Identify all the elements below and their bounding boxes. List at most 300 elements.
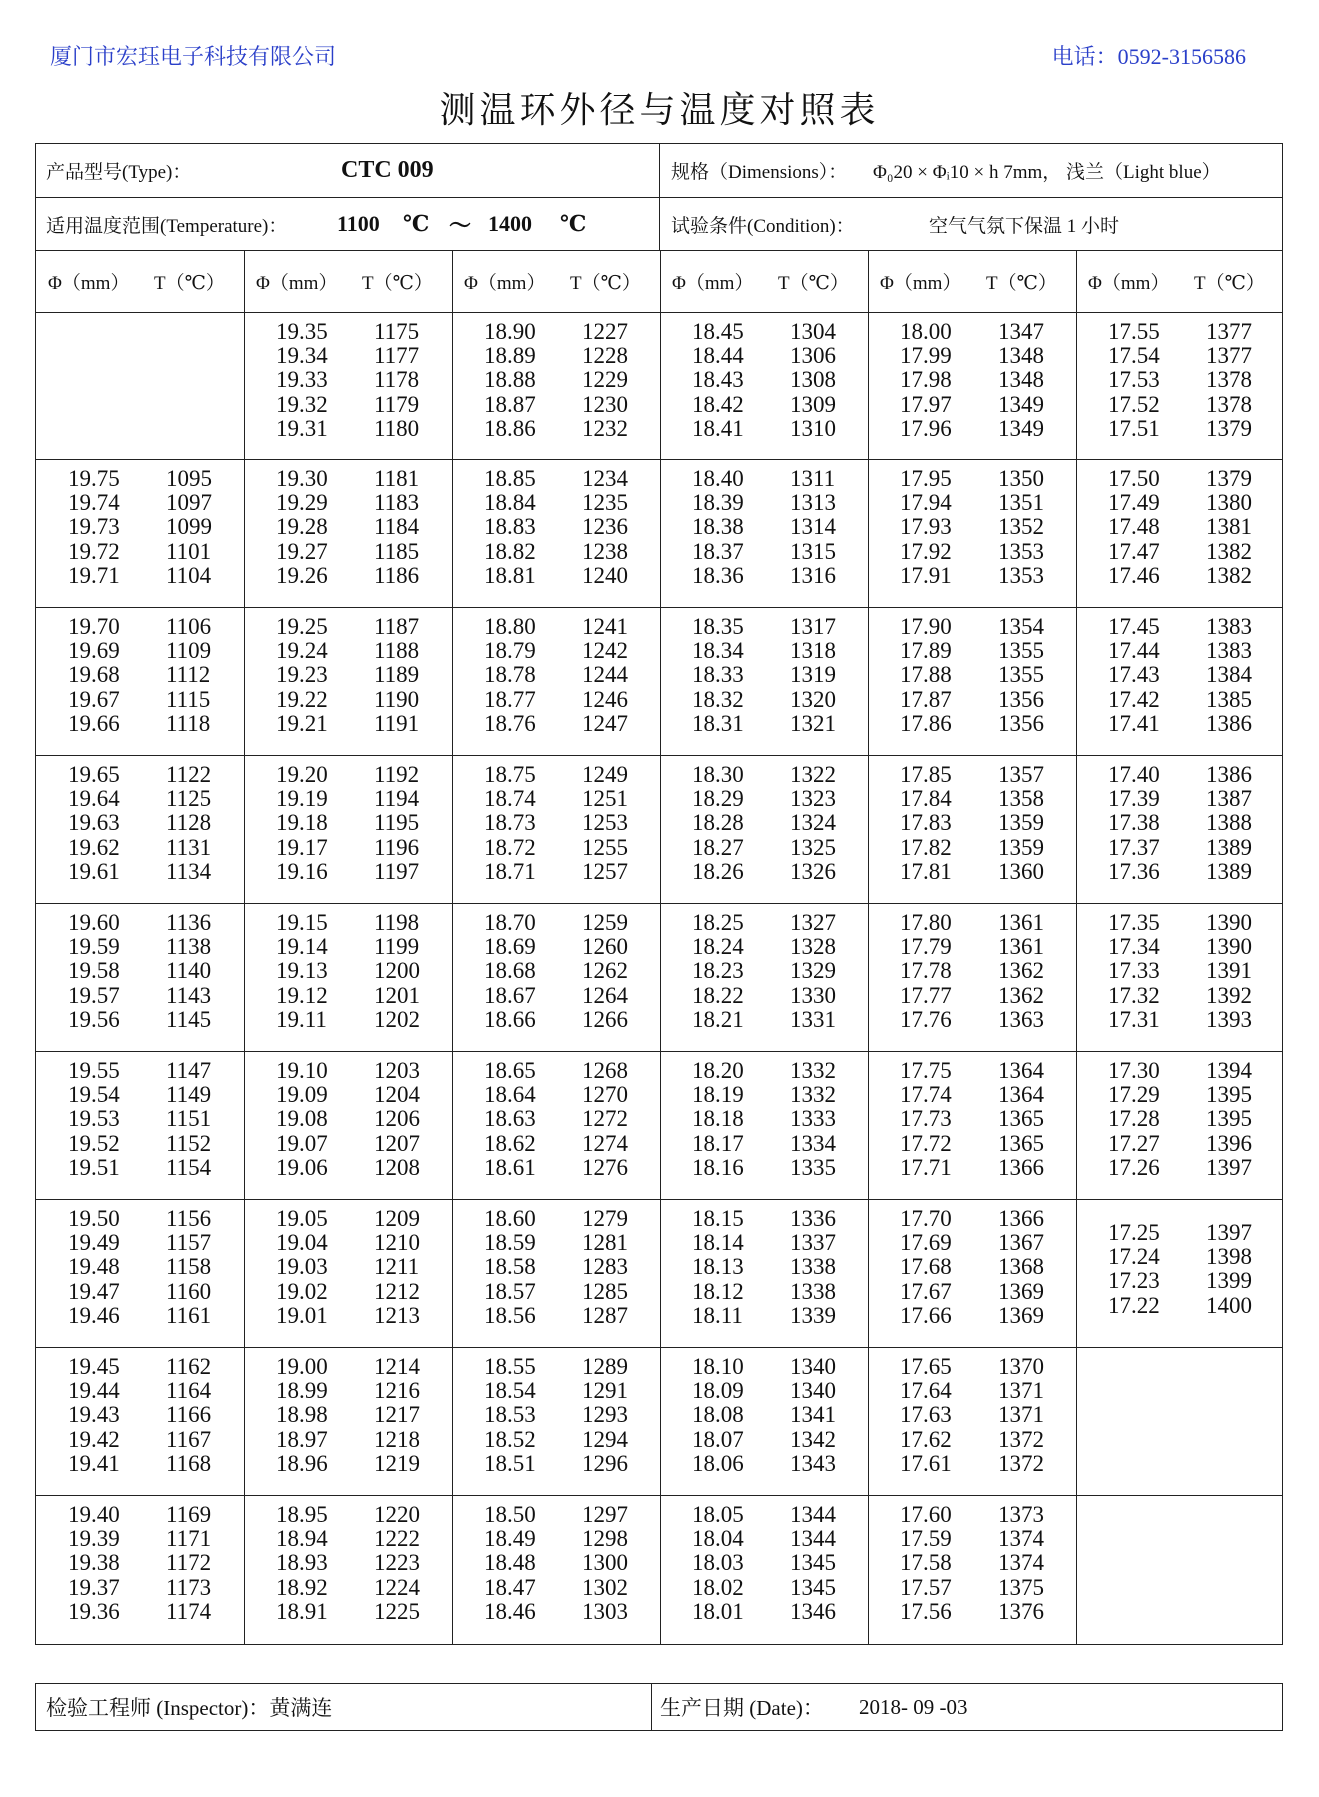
production-date: 2018- 09 -03 bbox=[859, 1694, 968, 1719]
diameter-cell: 17.62 bbox=[900, 1426, 952, 1452]
diameter-cell: 19.37 bbox=[68, 1574, 120, 1600]
diameter-cell: 17.78 bbox=[900, 958, 952, 984]
company-name: 厦门市宏珏电子科技有限公司 bbox=[50, 44, 337, 69]
temperature-cell: 1382 bbox=[1206, 538, 1252, 564]
temperature-cell: 1232 bbox=[582, 415, 628, 441]
temperature-cell: 1383 bbox=[1206, 638, 1252, 664]
diameter-cell: 18.77 bbox=[484, 686, 536, 712]
diameter-cell: 18.12 bbox=[692, 1278, 744, 1304]
diameter-cell: 17.30 bbox=[1108, 1058, 1160, 1083]
diameter-cell: 19.12 bbox=[276, 982, 328, 1008]
temperature-cell: 1246 bbox=[582, 686, 628, 712]
diameter-cell: 18.17 bbox=[692, 1130, 744, 1156]
temperature-cell: 1187 bbox=[374, 614, 420, 639]
temperature-label: 适用温度范围(Temperature)： bbox=[46, 215, 288, 237]
diameter-cell: 19.71 bbox=[68, 562, 120, 588]
temperature-cell: 1344 bbox=[790, 1502, 836, 1527]
diameter-cell: 17.79 bbox=[900, 934, 952, 960]
diameter-cell: 19.21 bbox=[276, 710, 328, 736]
diameter-cell: 19.53 bbox=[68, 1106, 120, 1132]
temperature-cell: 1211 bbox=[374, 1254, 420, 1280]
diameter-cell: 19.10 bbox=[276, 1058, 328, 1083]
diameter-cell: 17.69 bbox=[900, 1230, 952, 1256]
diameter-cell: 18.45 bbox=[692, 319, 744, 344]
diameter-cell: 19.39 bbox=[68, 1526, 120, 1552]
diameter-cell: 19.64 bbox=[68, 786, 120, 812]
temperature-unit-max: ℃ bbox=[560, 211, 587, 236]
temperature-cell: 1122 bbox=[166, 762, 212, 787]
temperature-cell: 1361 bbox=[998, 934, 1044, 960]
diameter-cell: 19.13 bbox=[276, 958, 328, 984]
temperature-cell: 1348 bbox=[998, 367, 1044, 393]
column-header-phi: Φ（mm） bbox=[1088, 273, 1170, 294]
diameter-cell: 17.95 bbox=[900, 466, 952, 491]
temperature-cell: 1326 bbox=[790, 858, 836, 884]
diameter-cell: 18.62 bbox=[484, 1130, 536, 1156]
conversion-table bbox=[35, 143, 1283, 1645]
temperature-cell: 1203 bbox=[374, 1058, 420, 1083]
temperature-cell: 1388 bbox=[1206, 810, 1252, 836]
temperature-cell: 1162 bbox=[166, 1354, 212, 1379]
diameter-cell: 18.52 bbox=[484, 1426, 536, 1452]
temperature-cell: 1374 bbox=[998, 1526, 1044, 1552]
temperature-cell: 1308 bbox=[790, 367, 836, 393]
temperature-cell: 1389 bbox=[1206, 834, 1252, 860]
temperature-cell: 1342 bbox=[790, 1426, 836, 1452]
temperature-cell: 1128 bbox=[166, 810, 212, 836]
column-header-phi: Φ（mm） bbox=[672, 273, 754, 294]
diameter-cell: 18.84 bbox=[484, 490, 536, 516]
temperature-cell: 1151 bbox=[166, 1106, 212, 1132]
table-block bbox=[36, 1496, 1282, 1644]
temperature-cell: 1185 bbox=[374, 538, 420, 564]
diameter-cell: 17.97 bbox=[900, 391, 952, 417]
temperature-cell: 1174 bbox=[166, 1598, 212, 1624]
condition-value: 空气气氛下保温 1 小时 bbox=[929, 215, 1120, 237]
temperature-cell: 1363 bbox=[998, 1006, 1044, 1032]
diameter-cell: 17.44 bbox=[1108, 638, 1160, 664]
temperature-cell: 1376 bbox=[998, 1598, 1044, 1624]
diameter-cell: 17.59 bbox=[900, 1526, 952, 1552]
temperature-cell: 1213 bbox=[374, 1302, 420, 1328]
diameter-cell: 17.70 bbox=[900, 1206, 952, 1231]
diameter-cell: 19.27 bbox=[276, 538, 328, 564]
diameter-cell: 17.29 bbox=[1108, 1082, 1160, 1108]
dimensions-label: 规格（Dimensions）： bbox=[671, 162, 848, 183]
temperature-cell: 1359 bbox=[998, 810, 1044, 836]
diameter-cell: 17.83 bbox=[900, 810, 952, 836]
diameter-cell: 19.58 bbox=[68, 958, 120, 984]
temperature-cell: 1196 bbox=[374, 834, 420, 860]
diameter-cell: 17.39 bbox=[1108, 786, 1160, 812]
table-block bbox=[36, 1200, 1282, 1348]
temperature-cell: 1336 bbox=[790, 1206, 836, 1231]
diameter-cell: 19.41 bbox=[68, 1450, 120, 1476]
temperature-cell: 1351 bbox=[998, 490, 1044, 516]
temperature-cell: 1366 bbox=[998, 1206, 1044, 1231]
temperature-cell: 1367 bbox=[998, 1230, 1044, 1256]
temperature-cell: 1154 bbox=[166, 1154, 212, 1180]
temperature-cell: 1390 bbox=[1206, 910, 1252, 935]
temperature-cell: 1386 bbox=[1206, 710, 1252, 736]
temperature-cell: 1283 bbox=[582, 1254, 628, 1280]
diameter-cell: 19.43 bbox=[68, 1402, 120, 1428]
temperature-cell: 1204 bbox=[374, 1082, 420, 1108]
diameter-cell: 19.60 bbox=[68, 910, 120, 935]
temperature-cell: 1356 bbox=[998, 686, 1044, 712]
temperature-cell: 1152 bbox=[166, 1130, 212, 1156]
temperature-cell: 1323 bbox=[790, 786, 836, 812]
diameter-cell: 17.31 bbox=[1108, 1006, 1160, 1032]
temperature-cell: 1369 bbox=[998, 1278, 1044, 1304]
diameter-cell: 19.45 bbox=[68, 1354, 120, 1379]
diameter-cell: 19.04 bbox=[276, 1230, 328, 1256]
diameter-cell: 17.37 bbox=[1108, 834, 1160, 860]
diameter-cell: 19.66 bbox=[68, 710, 120, 736]
temperature-cell: 1104 bbox=[166, 562, 212, 588]
temperature-cell: 1253 bbox=[582, 810, 628, 836]
diameter-cell: 17.43 bbox=[1108, 662, 1160, 688]
diameter-cell: 19.32 bbox=[276, 391, 328, 417]
temperature-cell: 1241 bbox=[582, 614, 628, 639]
diameter-cell: 19.65 bbox=[68, 762, 120, 787]
diameter-cell: 18.76 bbox=[484, 710, 536, 736]
diameter-cell: 19.42 bbox=[68, 1426, 120, 1452]
diameter-cell: 19.54 bbox=[68, 1082, 120, 1108]
temperature-cell: 1300 bbox=[582, 1550, 628, 1576]
diameter-cell: 19.38 bbox=[68, 1550, 120, 1576]
date-label: 生产日期 (Date)： bbox=[660, 1696, 824, 1720]
temperature-cell: 1381 bbox=[1206, 514, 1252, 540]
temperature-cell: 1298 bbox=[582, 1526, 628, 1552]
temperature-cell: 1361 bbox=[998, 910, 1044, 935]
column-header-temperature: T（℃） bbox=[986, 273, 1057, 294]
diameter-cell: 18.86 bbox=[484, 415, 536, 441]
temperature-cell: 1349 bbox=[998, 391, 1044, 417]
diameter-cell: 19.47 bbox=[68, 1278, 120, 1304]
temperature-cell: 1399 bbox=[1206, 1268, 1252, 1294]
diameter-cell: 18.35 bbox=[692, 614, 744, 639]
temperature-cell: 1350 bbox=[998, 466, 1044, 491]
diameter-cell: 19.20 bbox=[276, 762, 328, 787]
diameter-cell: 17.51 bbox=[1108, 415, 1160, 441]
temperature-cell: 1377 bbox=[1206, 343, 1252, 369]
temperature-cell: 1337 bbox=[790, 1230, 836, 1256]
diameter-cell: 18.30 bbox=[692, 762, 744, 787]
temperature-cell: 1195 bbox=[374, 810, 420, 836]
temperature-cell: 1313 bbox=[790, 490, 836, 516]
column-header-temperature: T（℃） bbox=[154, 273, 225, 294]
diameter-cell: 19.51 bbox=[68, 1154, 120, 1180]
diameter-cell: 18.65 bbox=[484, 1058, 536, 1083]
diameter-cell: 17.57 bbox=[900, 1574, 952, 1600]
diameter-cell: 17.94 bbox=[900, 490, 952, 516]
diameter-cell: 18.15 bbox=[692, 1206, 744, 1231]
temperature-cell: 1383 bbox=[1206, 614, 1252, 639]
temperature-cell: 1365 bbox=[998, 1130, 1044, 1156]
temperature-cell: 1325 bbox=[790, 834, 836, 860]
diameter-cell: 18.72 bbox=[484, 834, 536, 860]
diameter-cell: 19.06 bbox=[276, 1154, 328, 1180]
diameter-cell: 18.18 bbox=[692, 1106, 744, 1132]
info-divider bbox=[659, 198, 660, 250]
diameter-cell: 18.41 bbox=[692, 415, 744, 441]
temperature-cell: 1206 bbox=[374, 1106, 420, 1132]
temperature-cell: 1287 bbox=[582, 1302, 628, 1328]
diameter-cell: 18.69 bbox=[484, 934, 536, 960]
table-block bbox=[36, 313, 1282, 460]
diameter-cell: 18.10 bbox=[692, 1354, 744, 1379]
diameter-cell: 17.28 bbox=[1108, 1106, 1160, 1132]
diameter-cell: 19.59 bbox=[68, 934, 120, 960]
diameter-cell: 18.81 bbox=[484, 562, 536, 588]
temperature-cell: 1109 bbox=[166, 638, 212, 664]
diameter-cell: 18.73 bbox=[484, 810, 536, 836]
diameter-cell: 18.56 bbox=[484, 1302, 536, 1328]
temperature-cell: 1369 bbox=[998, 1302, 1044, 1328]
temperature-cell: 1289 bbox=[582, 1354, 628, 1379]
table-block bbox=[36, 904, 1282, 1052]
diameter-cell: 17.52 bbox=[1108, 391, 1160, 417]
temperature-cell: 1343 bbox=[790, 1450, 836, 1476]
temperature-cell: 1281 bbox=[582, 1230, 628, 1256]
diameter-cell: 18.22 bbox=[692, 982, 744, 1008]
temperature-cell: 1199 bbox=[374, 934, 420, 960]
diameter-cell: 18.07 bbox=[692, 1426, 744, 1452]
diameter-cell: 18.96 bbox=[276, 1450, 328, 1476]
temperature-cell: 1229 bbox=[582, 367, 628, 393]
temperature-cell: 1390 bbox=[1206, 934, 1252, 960]
diameter-cell: 17.67 bbox=[900, 1278, 952, 1304]
diameter-cell: 17.48 bbox=[1108, 514, 1160, 540]
diameter-cell: 18.11 bbox=[692, 1302, 743, 1328]
diameter-cell: 19.36 bbox=[68, 1598, 120, 1624]
diameter-cell: 18.93 bbox=[276, 1550, 328, 1576]
temperature-cell: 1224 bbox=[374, 1574, 420, 1600]
diameter-cell: 18.68 bbox=[484, 958, 536, 984]
temperature-cell: 1374 bbox=[998, 1550, 1044, 1576]
diameter-cell: 17.84 bbox=[900, 786, 952, 812]
temperature-cell: 1329 bbox=[790, 958, 836, 984]
diameter-cell: 18.82 bbox=[484, 538, 536, 564]
temperature-cell: 1333 bbox=[790, 1106, 836, 1132]
inspector-info: 检验工程师 (Inspector)：黄满连 bbox=[46, 1696, 333, 1720]
diameter-cell: 17.73 bbox=[900, 1106, 952, 1132]
diameter-cell: 17.74 bbox=[900, 1082, 952, 1108]
info-divider bbox=[659, 144, 660, 197]
temperature-cell: 1222 bbox=[374, 1526, 420, 1552]
diameter-cell: 19.56 bbox=[68, 1006, 120, 1032]
temperature-cell: 1378 bbox=[1206, 391, 1252, 417]
diameter-cell: 17.66 bbox=[900, 1302, 952, 1328]
diameter-cell: 18.57 bbox=[484, 1278, 536, 1304]
temperature-cell: 1366 bbox=[998, 1154, 1044, 1180]
table-block bbox=[36, 460, 1282, 608]
temperature-cell: 1379 bbox=[1206, 466, 1252, 491]
diameter-cell: 17.55 bbox=[1108, 319, 1160, 344]
temperature-cell: 1266 bbox=[582, 1006, 628, 1032]
diameter-cell: 18.13 bbox=[692, 1254, 744, 1280]
temperature-cell: 1355 bbox=[998, 662, 1044, 688]
diameter-cell: 17.23 bbox=[1108, 1268, 1160, 1294]
diameter-cell: 17.25 bbox=[1108, 1220, 1160, 1245]
temperature-cell: 1099 bbox=[166, 514, 212, 540]
temperature-cell: 1328 bbox=[790, 934, 836, 960]
diameter-cell: 17.87 bbox=[900, 686, 952, 712]
temperature-cell: 1339 bbox=[790, 1302, 836, 1328]
temperature-cell: 1189 bbox=[374, 662, 420, 688]
diameter-cell: 18.42 bbox=[692, 391, 744, 417]
temperature-cell: 1375 bbox=[998, 1574, 1044, 1600]
temperature-cell: 1192 bbox=[374, 762, 420, 787]
diameter-cell: 18.97 bbox=[276, 1426, 328, 1452]
temperature-cell: 1364 bbox=[998, 1082, 1044, 1108]
temperature-cell: 1296 bbox=[582, 1450, 628, 1476]
temperature-cell: 1272 bbox=[582, 1106, 628, 1132]
diameter-cell: 19.74 bbox=[68, 490, 120, 516]
diameter-cell: 19.17 bbox=[276, 834, 328, 860]
diameter-cell: 17.34 bbox=[1108, 934, 1160, 960]
temperature-cell: 1398 bbox=[1206, 1244, 1252, 1270]
diameter-cell: 18.32 bbox=[692, 686, 744, 712]
diameter-cell: 18.51 bbox=[484, 1450, 536, 1476]
diameter-cell: 18.87 bbox=[484, 391, 536, 417]
temperature-cell: 1214 bbox=[374, 1354, 420, 1379]
column-divider bbox=[244, 251, 245, 1644]
temperature-cell: 1382 bbox=[1206, 562, 1252, 588]
temperature-cell: 1131 bbox=[166, 834, 212, 860]
temperature-cell: 1302 bbox=[582, 1574, 628, 1600]
diameter-cell: 19.22 bbox=[276, 686, 328, 712]
diameter-cell: 19.03 bbox=[276, 1254, 328, 1280]
temperature-cell: 1149 bbox=[166, 1082, 212, 1108]
temperature-cell: 1175 bbox=[374, 319, 420, 344]
temperature-cell: 1324 bbox=[790, 810, 836, 836]
temperature-unit-min: ℃ bbox=[403, 211, 430, 236]
temperature-cell: 1397 bbox=[1206, 1154, 1252, 1180]
temperature-cell: 1394 bbox=[1206, 1058, 1252, 1083]
diameter-cell: 18.26 bbox=[692, 858, 744, 884]
diameter-cell: 19.18 bbox=[276, 810, 328, 836]
diameter-cell: 17.22 bbox=[1108, 1292, 1160, 1318]
temperature-cell: 1354 bbox=[998, 614, 1044, 639]
diameter-cell: 19.31 bbox=[276, 415, 328, 441]
temperature-cell: 1387 bbox=[1206, 786, 1252, 812]
temperature-cell: 1386 bbox=[1206, 762, 1252, 787]
diameter-cell: 17.27 bbox=[1108, 1130, 1160, 1156]
temperature-cell: 1338 bbox=[790, 1278, 836, 1304]
temperature-cell: 1188 bbox=[374, 638, 420, 664]
temperature-cell: 1095 bbox=[166, 466, 212, 491]
temperature-cell: 1212 bbox=[374, 1278, 420, 1304]
diameter-cell: 18.33 bbox=[692, 662, 744, 688]
diameter-cell: 17.93 bbox=[900, 514, 952, 540]
diameter-cell: 17.77 bbox=[900, 982, 952, 1008]
temperature-cell: 1380 bbox=[1206, 490, 1252, 516]
diameter-cell: 18.79 bbox=[484, 638, 536, 664]
diameter-cell: 18.47 bbox=[484, 1574, 536, 1600]
temperature-cell: 1373 bbox=[998, 1502, 1044, 1527]
diameter-cell: 18.00 bbox=[900, 319, 952, 344]
diameter-cell: 17.88 bbox=[900, 662, 952, 688]
diameter-cell: 17.89 bbox=[900, 638, 952, 664]
temperature-cell: 1186 bbox=[374, 562, 420, 588]
temperature-cell: 1330 bbox=[790, 982, 836, 1008]
temperature-cell: 1138 bbox=[166, 934, 212, 960]
temperature-cell: 1223 bbox=[374, 1550, 420, 1576]
diameter-cell: 19.62 bbox=[68, 834, 120, 860]
phone-number: 电话：0592-3156586 bbox=[1051, 44, 1246, 69]
temperature-cell: 1379 bbox=[1206, 415, 1252, 441]
temperature-cell: 1353 bbox=[998, 538, 1044, 564]
column-header-temperature: T（℃） bbox=[570, 273, 641, 294]
diameter-cell: 18.36 bbox=[692, 562, 744, 588]
temperature-cell: 1242 bbox=[582, 638, 628, 664]
diameter-cell: 17.36 bbox=[1108, 858, 1160, 884]
diameter-cell: 17.86 bbox=[900, 710, 952, 736]
table-block bbox=[36, 756, 1282, 904]
diameter-cell: 18.16 bbox=[692, 1154, 744, 1180]
temperature-cell: 1353 bbox=[998, 562, 1044, 588]
diameter-cell: 19.25 bbox=[276, 614, 328, 639]
temperature-cell: 1304 bbox=[790, 319, 836, 344]
diameter-cell: 18.59 bbox=[484, 1230, 536, 1256]
diameter-cell: 18.54 bbox=[484, 1378, 536, 1404]
temperature-cell: 1362 bbox=[998, 958, 1044, 984]
diameter-cell: 18.09 bbox=[692, 1378, 744, 1404]
diameter-cell: 18.92 bbox=[276, 1574, 328, 1600]
diameter-cell: 18.71 bbox=[484, 858, 536, 884]
temperature-cell: 1338 bbox=[790, 1254, 836, 1280]
table-block bbox=[36, 1348, 1282, 1496]
temperature-cell: 1194 bbox=[374, 786, 420, 812]
column-header-temperature: T（℃） bbox=[1194, 273, 1265, 294]
temperature-cell: 1118 bbox=[166, 710, 211, 736]
temperature-cell: 1244 bbox=[582, 662, 628, 688]
temperature-cell: 1346 bbox=[790, 1598, 836, 1624]
temperature-cell: 1235 bbox=[582, 490, 628, 516]
diameter-cell: 19.14 bbox=[276, 934, 328, 960]
temperature-cell: 1395 bbox=[1206, 1082, 1252, 1108]
temperature-cell: 1200 bbox=[374, 958, 420, 984]
temperature-cell: 1359 bbox=[998, 834, 1044, 860]
temperature-cell: 1377 bbox=[1206, 319, 1252, 344]
temperature-cell: 1362 bbox=[998, 982, 1044, 1008]
temperature-cell: 1158 bbox=[166, 1254, 212, 1280]
column-header-phi: Φ（mm） bbox=[48, 273, 130, 294]
temperature-cell: 1234 bbox=[582, 466, 628, 491]
temperature-max: 1400 bbox=[488, 211, 532, 236]
diameter-cell: 18.20 bbox=[692, 1058, 744, 1083]
diameter-cell: 17.41 bbox=[1108, 710, 1160, 736]
diameter-cell: 19.34 bbox=[276, 343, 328, 369]
diameter-cell: 18.67 bbox=[484, 982, 536, 1008]
column-divider bbox=[660, 251, 661, 1644]
diameter-cell: 17.24 bbox=[1108, 1244, 1160, 1270]
temperature-cell: 1134 bbox=[166, 858, 212, 884]
temperature-cell: 1249 bbox=[582, 762, 628, 787]
temperature-cell: 1220 bbox=[374, 1502, 420, 1527]
temperature-cell: 1319 bbox=[790, 662, 836, 688]
diameter-cell: 18.31 bbox=[692, 710, 744, 736]
diameter-cell: 18.38 bbox=[692, 514, 744, 540]
temperature-cell: 1341 bbox=[790, 1402, 836, 1428]
temperature-cell: 1309 bbox=[790, 391, 836, 417]
temperature-cell: 1285 bbox=[582, 1278, 628, 1304]
footer-row bbox=[35, 1683, 1283, 1731]
diameter-cell: 17.56 bbox=[900, 1598, 952, 1624]
diameter-cell: 18.89 bbox=[484, 343, 536, 369]
